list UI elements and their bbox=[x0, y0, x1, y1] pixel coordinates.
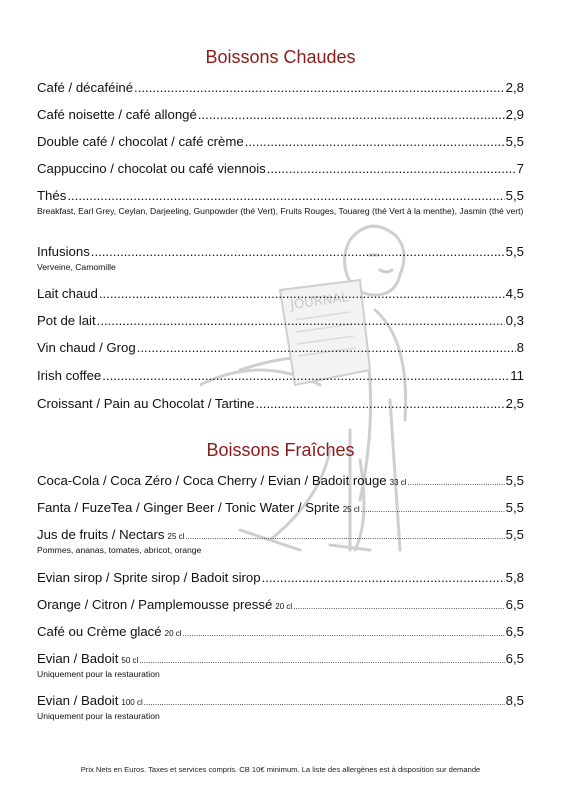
menu-item-row bbox=[37, 473, 524, 488]
menu-item-row bbox=[37, 313, 524, 328]
menu-item-row bbox=[37, 597, 524, 612]
hot-drink-menu-item bbox=[37, 368, 524, 383]
menu-item-row bbox=[37, 244, 524, 259]
dot-leader bbox=[185, 532, 504, 541]
item-volume: 25 cl bbox=[167, 532, 185, 541]
item-price: 2,9 bbox=[505, 107, 524, 122]
item-name: Lait chaud bbox=[37, 286, 98, 301]
item-volume: 50 cl bbox=[121, 656, 139, 665]
menu-item-row bbox=[37, 286, 524, 301]
dot-leader bbox=[91, 244, 505, 259]
item-price: 6,5 bbox=[505, 597, 524, 612]
item-price: 7 bbox=[516, 161, 524, 176]
menu-item-row bbox=[37, 500, 524, 515]
dot-leader bbox=[144, 698, 505, 707]
dot-leader bbox=[267, 161, 516, 176]
item-note: Uniquement pour la restauration bbox=[37, 711, 160, 721]
item-price: 5,5 bbox=[505, 134, 524, 149]
item-price: 2,5 bbox=[505, 396, 524, 411]
item-note: Pommes, ananas, tomates, abricot, orange bbox=[37, 545, 202, 555]
item-name: Irish coffee bbox=[37, 368, 102, 383]
dot-leader bbox=[262, 570, 505, 585]
dot-leader bbox=[408, 478, 505, 487]
hot-drink-menu-item bbox=[37, 107, 524, 122]
menu-item-row bbox=[37, 368, 524, 383]
menu-item-row bbox=[37, 570, 524, 585]
menu-item-row bbox=[37, 161, 524, 176]
cold-drink-menu-item bbox=[37, 597, 524, 612]
item-price: 8 bbox=[516, 340, 524, 355]
item-name: Evian / Badoit bbox=[37, 693, 119, 708]
cold-drink-menu-item bbox=[37, 527, 524, 557]
item-note: Breakfast, Earl Grey, Ceylan, Darjeeling, Gunpowder (thé Vert), Fruits Rouges, Touareg (thé Vert à la menthe), Jasmin (thé vert) bbox=[37, 206, 524, 216]
item-name: Croissant / Pain au Chocolat / Tartine bbox=[37, 396, 255, 411]
menu-item-row bbox=[37, 80, 524, 95]
item-name: Evian / Badoit bbox=[37, 651, 119, 666]
item-price: 8,5 bbox=[505, 693, 524, 708]
dot-leader bbox=[183, 629, 505, 638]
hot-drink-menu-item bbox=[37, 161, 524, 176]
item-name: Coca-Cola / Coca Zéro / Coca Cherry / Evian / Badoit rouge bbox=[37, 473, 387, 488]
item-price: 4,5 bbox=[505, 286, 524, 301]
hot-drink-menu-item bbox=[37, 286, 524, 301]
hot-drink-menu-item bbox=[37, 80, 524, 95]
dot-leader bbox=[97, 313, 505, 328]
menu-item-row bbox=[37, 340, 524, 355]
dot-leader bbox=[255, 396, 504, 411]
item-price: 5,5 bbox=[505, 244, 524, 259]
item-price: 6,5 bbox=[505, 651, 524, 666]
item-volume: 20 cl bbox=[164, 629, 182, 638]
cold-drink-menu-item bbox=[37, 473, 524, 488]
cold-drink-menu-item bbox=[37, 651, 524, 681]
item-price: 5,5 bbox=[505, 188, 524, 203]
item-name: Café / décaféiné bbox=[37, 80, 134, 95]
item-volume: 33 cl bbox=[389, 478, 407, 487]
journal-text: JOURNAL bbox=[289, 290, 350, 314]
hot-drink-menu-item bbox=[37, 188, 524, 218]
hot-drinks-title: Boissons Chaudes bbox=[205, 47, 356, 67]
item-name: Double café / chocolat / café crème bbox=[37, 134, 244, 149]
menu-item-row bbox=[37, 693, 524, 708]
item-price: 0,3 bbox=[505, 313, 524, 328]
dot-leader bbox=[99, 286, 505, 301]
item-name: Thés bbox=[37, 188, 67, 203]
item-price: 5,8 bbox=[505, 570, 524, 585]
hot-drink-menu-item bbox=[37, 244, 524, 274]
menu-item-row bbox=[37, 527, 524, 542]
item-name: Pot de lait bbox=[37, 313, 96, 328]
item-price: 2,8 bbox=[505, 80, 524, 95]
item-note: Verveine, Camomille bbox=[37, 262, 116, 272]
item-name: Café ou Crème glacé bbox=[37, 624, 162, 639]
dot-leader bbox=[198, 107, 505, 122]
hot-drink-menu-item bbox=[37, 340, 524, 355]
menu-item-row bbox=[37, 188, 524, 203]
cold-drink-menu-item bbox=[37, 570, 524, 585]
cold-drink-menu-item bbox=[37, 624, 524, 639]
item-note: Uniquement pour la restauration bbox=[37, 669, 160, 679]
item-name: Infusions bbox=[37, 244, 90, 259]
dot-leader bbox=[137, 340, 516, 355]
hot-drink-menu-item bbox=[37, 313, 524, 328]
menu-item-row bbox=[37, 134, 524, 149]
cold-drinks-title: Boissons Fraîches bbox=[206, 440, 355, 460]
cold-drink-menu-item bbox=[37, 500, 524, 515]
item-price: 5,5 bbox=[505, 473, 524, 488]
item-name: Fanta / FuzeTea / Ginger Beer / Tonic Water / Sprite bbox=[37, 500, 340, 515]
item-name: Vin chaud / Grog bbox=[37, 340, 136, 355]
dot-leader bbox=[139, 656, 504, 665]
item-price: 11 bbox=[510, 368, 524, 383]
item-name: Orange / Citron / Pamplemousse pressé bbox=[37, 597, 273, 612]
item-name: Evian sirop / Sprite sirop / Badoit sirop bbox=[37, 570, 261, 585]
item-price: 6,5 bbox=[505, 624, 524, 639]
dot-leader bbox=[361, 505, 505, 514]
item-price: 5,5 bbox=[505, 500, 524, 515]
hot-drink-menu-item bbox=[37, 134, 524, 149]
dot-leader bbox=[102, 368, 509, 383]
dot-leader bbox=[245, 134, 505, 149]
dot-leader bbox=[67, 188, 504, 203]
dot-leader bbox=[293, 602, 504, 611]
menu-item-row bbox=[37, 651, 524, 666]
dot-leader bbox=[134, 80, 505, 95]
cold-drink-menu-item bbox=[37, 693, 524, 723]
hot-drink-menu-item bbox=[37, 396, 524, 411]
item-volume: 100 cl bbox=[121, 698, 143, 707]
item-name: Cappuccino / chocolat ou café viennois bbox=[37, 161, 266, 176]
footer-note: Prix Nets en Euros. Taxes et services compris. CB 10€ minimum. La liste des allergènes est à disposition sur demande bbox=[80, 765, 481, 774]
item-name: Jus de fruits / Nectars bbox=[37, 527, 165, 542]
item-price: 5,5 bbox=[505, 527, 524, 542]
menu-item-row bbox=[37, 396, 524, 411]
item-name: Café noisette / café allongé bbox=[37, 107, 197, 122]
menu-item-row bbox=[37, 624, 524, 639]
item-volume: 20 cl bbox=[275, 602, 293, 611]
menu-item-row bbox=[37, 107, 524, 122]
item-volume: 25 cl bbox=[342, 505, 360, 514]
